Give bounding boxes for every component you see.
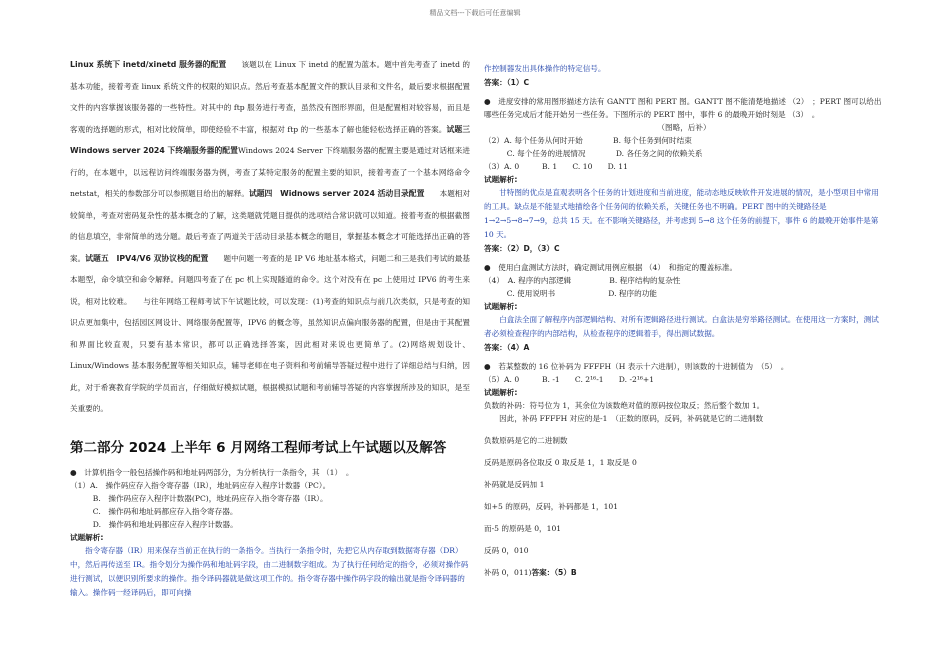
question-4-analysis-line: 反码 0，010 (484, 546, 529, 555)
question-1-analysis: 指令寄存器（IR）用来保存当前正在执行的一条指令。当执行一条指令时，先把它从内存取到数据寄存器（DR）中，然后再传送至 IR。指令划分为操作码和地址码字段，由二进制数字组成。为了执行任何给定的指令，必须对操作码进行测试，以便识别所要求的操作。指令译码器就是做这项工作的。指令寄存器中操作码字段的输出就是指令译码器的输入。操作码一经译码后，即可向操 (70, 545, 469, 597)
question-2-analysis: 甘特图的优点是直观表明各个任务的计划进度和当前进度，能动态地反映软件开发进展的情况，是小型项目中常用的工具。缺点是不能显式地描绘各个任务间的依赖关系，关键任务也不明确。PERT 图中的关键路径是 1→2→5→8→7→9，总共 15 天。在不影响关键路径，并考虑到 5→8 这个任务的前提下，事件 6 的最晚开始事件是第 10 天。 (484, 188, 879, 239)
question-4-analysis-label: 试题解析: (484, 388, 518, 397)
question-3-analysis: 白盒法全面了解程序内部逻辑结构、对所有逻辑路径进行测试。白盒法是穷举路径测试。在使用这一方案时，测试者必须检查程序的内部结构，从检查程序的逻辑着手，得出测试数据。 (484, 315, 879, 338)
right-column (484, 62, 884, 579)
question-3-analysis-label: 试题解析: (484, 302, 518, 311)
question-4-analysis-line: 而-5 的原码是 0，101 (484, 524, 562, 533)
intro-heading-1: Linux 系统下 inetd/xinetd 服务器的配置 (70, 60, 227, 69)
question-2-option: （3）A. 0 B. 1 C. 10 D. 11 (484, 162, 628, 171)
question-4-analysis-line: 补码 0，011) (484, 568, 532, 577)
question-4-analysis-line: 负数原码是它的二进制数 (484, 436, 568, 445)
question-3-answer: 答案：（4）A (484, 343, 530, 352)
intro-heading-3: 试题四 Widnows server 2024 活动目录配置 (248, 189, 425, 198)
intro-paragraph (70, 54, 478, 420)
question-4-analysis-line: 如+5 的原码，反码，补码都是 1，101 (484, 502, 619, 511)
question-1-option: D. 操作码和地址码都应存入程序计数器。 (70, 519, 238, 529)
section-title: 第二部分 2024 上半年 6 月网络工程师考试上午试题以及解答 (70, 439, 447, 456)
question-4-option: （5）A. 0 B. -1 C. 2¹⁶-1 D. -2¹⁶+1 (484, 375, 655, 384)
question-3-stem: ● 使用白盒测试方法时，确定测试用例应根据 （4） 和指定的覆盖标准。 (484, 263, 738, 272)
question-4-final-line (484, 566, 884, 579)
question-4-analysis-line: 反码是原码各位取反 0 取反是 1，1 取反是 0 (484, 458, 637, 467)
question-2-option: C. 每个任务的进展情况 D. 各任务之间的依赖关系 (484, 149, 703, 158)
question-4-analysis-line: 负数的补码：符号位为 1，其余位为该数绝对值的原码按位取反；然后整个数加 1。 (484, 401, 765, 410)
intro-text-2: Windows 2024 Server 下终端服务器的配置主要是通过对话框来进行的，在本题中，以远程访问终端服务器为例，考查了某特定服务的配置主要的知识，接着考查了一个基本网络命令 netstat，相关的参数部分可以参照题目给出的解释。 (70, 146, 470, 198)
question-3-option: C. 使用说明书 D. 程序的功能 (484, 289, 657, 298)
question-2-figure-note: （图略，后补） (657, 123, 711, 132)
question-4-analysis-line: 补码就是反码加 1 (484, 480, 545, 489)
question-1-analysis-tail: 作控制器发出具体操作的特定信号。 (484, 64, 606, 73)
question-4-analysis-line: 因此，补码 FFFFH 对应的是-1 （正数的原码，反码，补码就是它的二进制数 (484, 414, 764, 423)
question-2-analysis-label: 试题解析: (484, 175, 518, 184)
question-3-option: （4） A. 程序的内部逻辑 B. 程序结构的复杂性 (484, 276, 681, 285)
question-2-answer: 答案：（2）D，（3）C (484, 244, 560, 253)
question-2-stem: ● 进度安排的常用图形描述方法有 GANTT 图和 PERT 图。GANTT 图不能清楚地描述 （2） ；PERT 图可以给出哪些任务完成后才能开始另一些任务。下图所示的 PERT 图中，事件 6 的最晚开始时刻是 （3） 。 (484, 97, 882, 119)
left-column (70, 54, 478, 600)
question-1-answer: 答案：（1）C (484, 78, 530, 87)
question-1-option: B. 操作码应存入程序计数器(PC)，地址码应存入指令寄存器（IR）。 (70, 493, 328, 503)
question-2-option: （2）A. 每个任务从何时开始 B. 每个任务到何时结束 (484, 136, 692, 145)
document-watermark: 精品文档---下载后可任意编辑 (429, 9, 521, 17)
intro-text-4: 题中问题一考查的是 IP V6 地址基本格式，问题二和三是我们考试的最基本题型，命令填空和命令解释。问题四考查了在 pc 机上实现隧道的命令。这个对没有在 pc 上使用过 IPV6 的考生来说，相对比较难。 与往年网络工程师考试下午试题比较，可以发现：(1)考查的知识点与前几次类似，只是考查的知识点更加集中，包括园区网设计、网络服务配置等，IPV6 的概念等，虽然知识点偏向服务器的配置，但是由于其配置和界面比较直观，只要有基本常识，都可以正确选择答案，因此相对来说也更简单了。(2)网络规划设计、Linux/Windows 基本服务配置等相关知识点，辅导老师在电子资料和考前辅导答疑过程中进行了详细总结与归纳，因此，对于希赛教育学院的学员而言，仔细做好模拟试题，根据模拟试题和考前辅导答疑的内容掌握所涉及的知识，是至关重要的。 (70, 253, 471, 413)
question-1-stem: ● 计算机指令一般包括操作码和地址码两部分，为分析执行一条指令，其 （1） 。 (70, 467, 354, 477)
question-1-analysis-label: 试题解析: (70, 532, 104, 542)
intro-heading-2: 试题三 Windows server 2024 下终端服务器的配置 (70, 124, 478, 155)
intro-heading-4: 试题五 IPV4/V6 双协议栈的配置 (85, 253, 209, 263)
question-4-answer: 答案：（5）B (531, 568, 577, 577)
question-1-option: （1）A. 操作码应存入指令寄存器（IR），地址码应存入程序计数器（PC）。 (70, 480, 331, 490)
intro-text-1: 该题以在 Linux 下 inetd 的配置为蓝本。题中首先考查了 inetd 的基本功能，接着考查 linux 系统文件的权限的知识点。然后考查基本配置文件的默认目录和文件名，最后要求根据配置文件的内容掌握该服务器的一些特性。对其中的 ftp 服务进行考查，虽然没有图形界面，但是配置相对较容易，而且是客观的选择题的形式，相对比较简单，即使经验不丰富，根据对 ftp 的一些基本了解也能轻松选择正确的答案。 (70, 60, 471, 134)
question-4-stem: ● 若某整数的 16 位补码为 FFFFH（H 表示十六进制），则该数的十进制值为 （5） 。 (484, 362, 789, 371)
question-1-option: C. 操作码和地址码都应存入指令寄存器。 (70, 506, 238, 516)
intro-text-3: 本题相对较简单，考查对密码复杂性的基本概念的了解，这类题就凭题目提供的选项结合常识就可以知道。接着考查的根据截图的信息填空，非常简单的选分题。最后考查了两道关于活动目录基本概念的题目，掌握基本概念才可能选择出正确的答案。 (70, 189, 470, 263)
